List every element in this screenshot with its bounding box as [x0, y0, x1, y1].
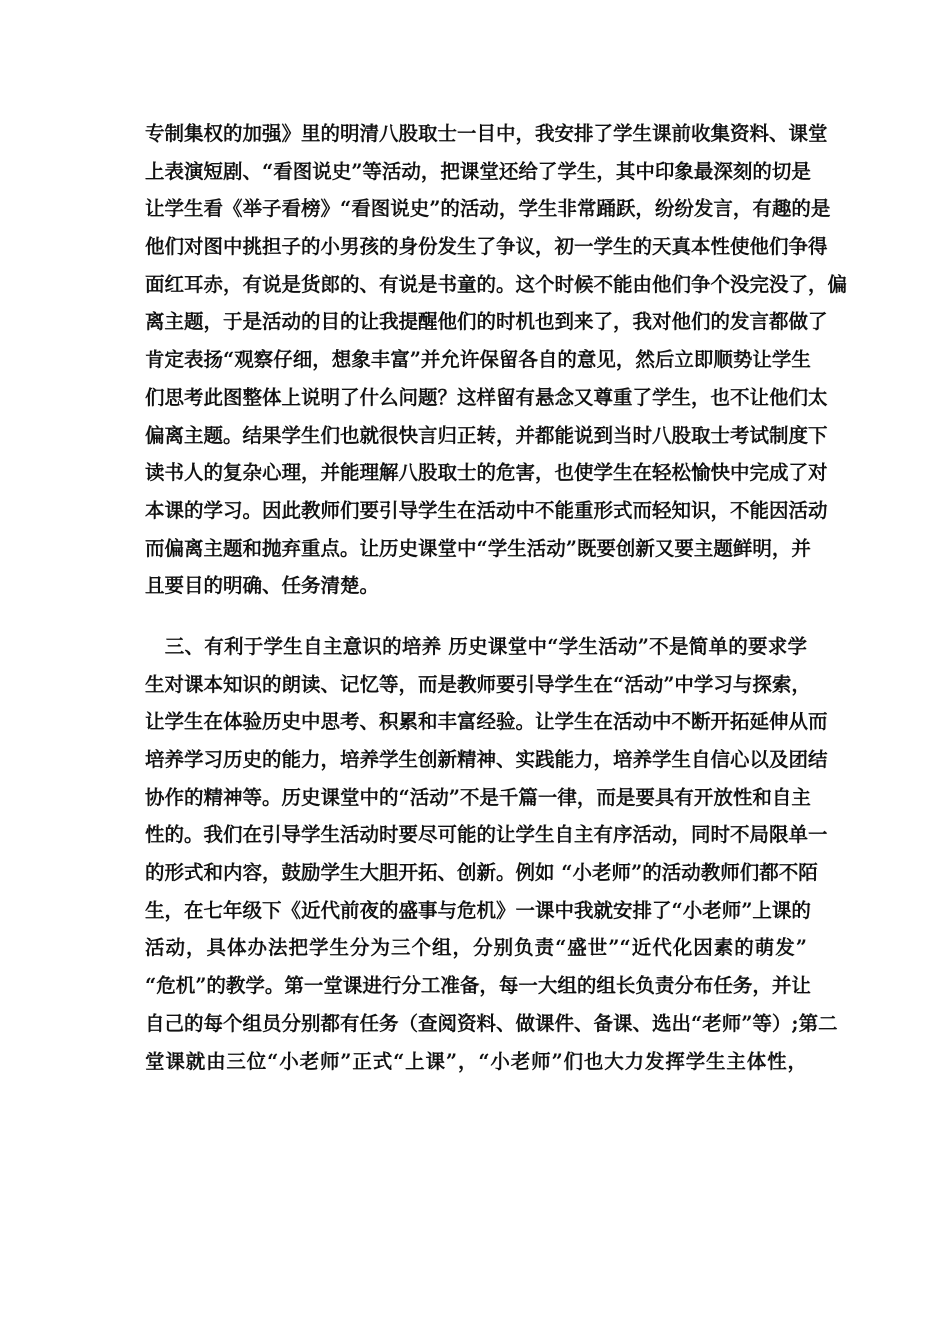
- paragraph-gap: [145, 605, 807, 628]
- text-line: 培养学习历史的能力，培养学生创新精神、实践能力，培养学生自信心以及团结: [145, 748, 828, 771]
- text-line: 读书人的复杂心理，并能理解八股取士的危害，也使学生在轻松愉快中完成了对: [145, 461, 828, 485]
- text-line: 协作的精神等。历史课堂中的“活动”不是千篇一律，而是要具有开放性和自主: [145, 785, 811, 809]
- text-line: 们思考此图整体上说明了什么问题？这样留有悬念又尊重了学生，也不让他们太: [145, 385, 828, 409]
- text-line: 让学生在体验历史中思考、积累和丰富经验。让学生在活动中不断开拓延伸从而: [145, 710, 828, 734]
- text-line: 偏离主题。结果学生们也就很快言归正转，并都能说到当时八股取士考试制度下: [145, 423, 828, 447]
- text-line: 面红耳赤，有说是货郎的、有说是书童的。这个时候不能由他们争个没完没了，偏: [145, 272, 848, 296]
- text-line: 而偏离主题和抛弃重点。让历史课堂中“学生活动”既要创新又要主题鲜明，并: [145, 536, 811, 560]
- text-line: 生对课本知识的朗读、记忆等，而是教师要引导学生在“活动”中学习与探索，: [145, 672, 811, 696]
- text-line: 的形式和内容，鼓励学生大胆开拓、创新。例如 “小老师”的活动教师们都不陌: [145, 861, 818, 885]
- text-line: 本课的学习。因此教师们要引导学生在活动中不能重形式而轻知识，不能因活动: [145, 498, 828, 522]
- text-line: 堂课就由三位“小老师”正式“上课”，“小老师”们也大力发挥学生主体性，: [145, 1049, 807, 1073]
- text-line: “危机”的教学。第一堂课进行分工准备，每一大组的组长负责分布任务，并让: [145, 974, 811, 998]
- paragraph-2: [145, 628, 838, 1080]
- paragraph-1: [145, 115, 848, 605]
- text-line: 且要目的明确、任务清楚。: [145, 574, 380, 598]
- text-line: 让学生看《举子看榜》“看图说史”的活动，学生非常踊跃，纷纷发言，有趣的是: [145, 197, 831, 221]
- text-line: 自己的每个组员分别都有任务（查阅资料、做课件、备课、选出“老师”等）;第二: [145, 1011, 838, 1035]
- text-line: 肯定表扬“观察仔细，想象丰富”并允许保留各自的意见，然后立即顺势让学生: [145, 348, 811, 372]
- text-line: 专制集权的加强》里的明清八股取士一目中，我安排了学生课前收集资料、课堂: [145, 122, 828, 145]
- text-line: 他们对图中挑担子的小男孩的身份发生了争议，初一学生的天真本性使他们争得: [145, 235, 828, 259]
- text-line: 性的。我们在引导学生活动时要尽可能的让学生自主有序活动，同时不局限单一: [145, 823, 828, 847]
- document-body: [145, 115, 848, 1080]
- text-line: 活动，具体办法把学生分为三个组，分别负责“盛世”“近代化因素的萌发”: [145, 936, 807, 960]
- text-line: 生，在七年级下《近代前夜的盛事与危机》一课中我就安排了“小老师”上课的: [145, 898, 811, 922]
- text-line: 三、有利于学生自主意识的培养 历史课堂中“学生活动”不是简单的要求学: [145, 634, 807, 658]
- text-line: 上表演短剧、“看图说史”等活动，把课堂还给了学生，其中印象最深刻的切是: [145, 159, 811, 183]
- text-line: 离主题，于是活动的目的让我提醒他们的时机也到来了，我对他们的发言都做了: [145, 310, 828, 334]
